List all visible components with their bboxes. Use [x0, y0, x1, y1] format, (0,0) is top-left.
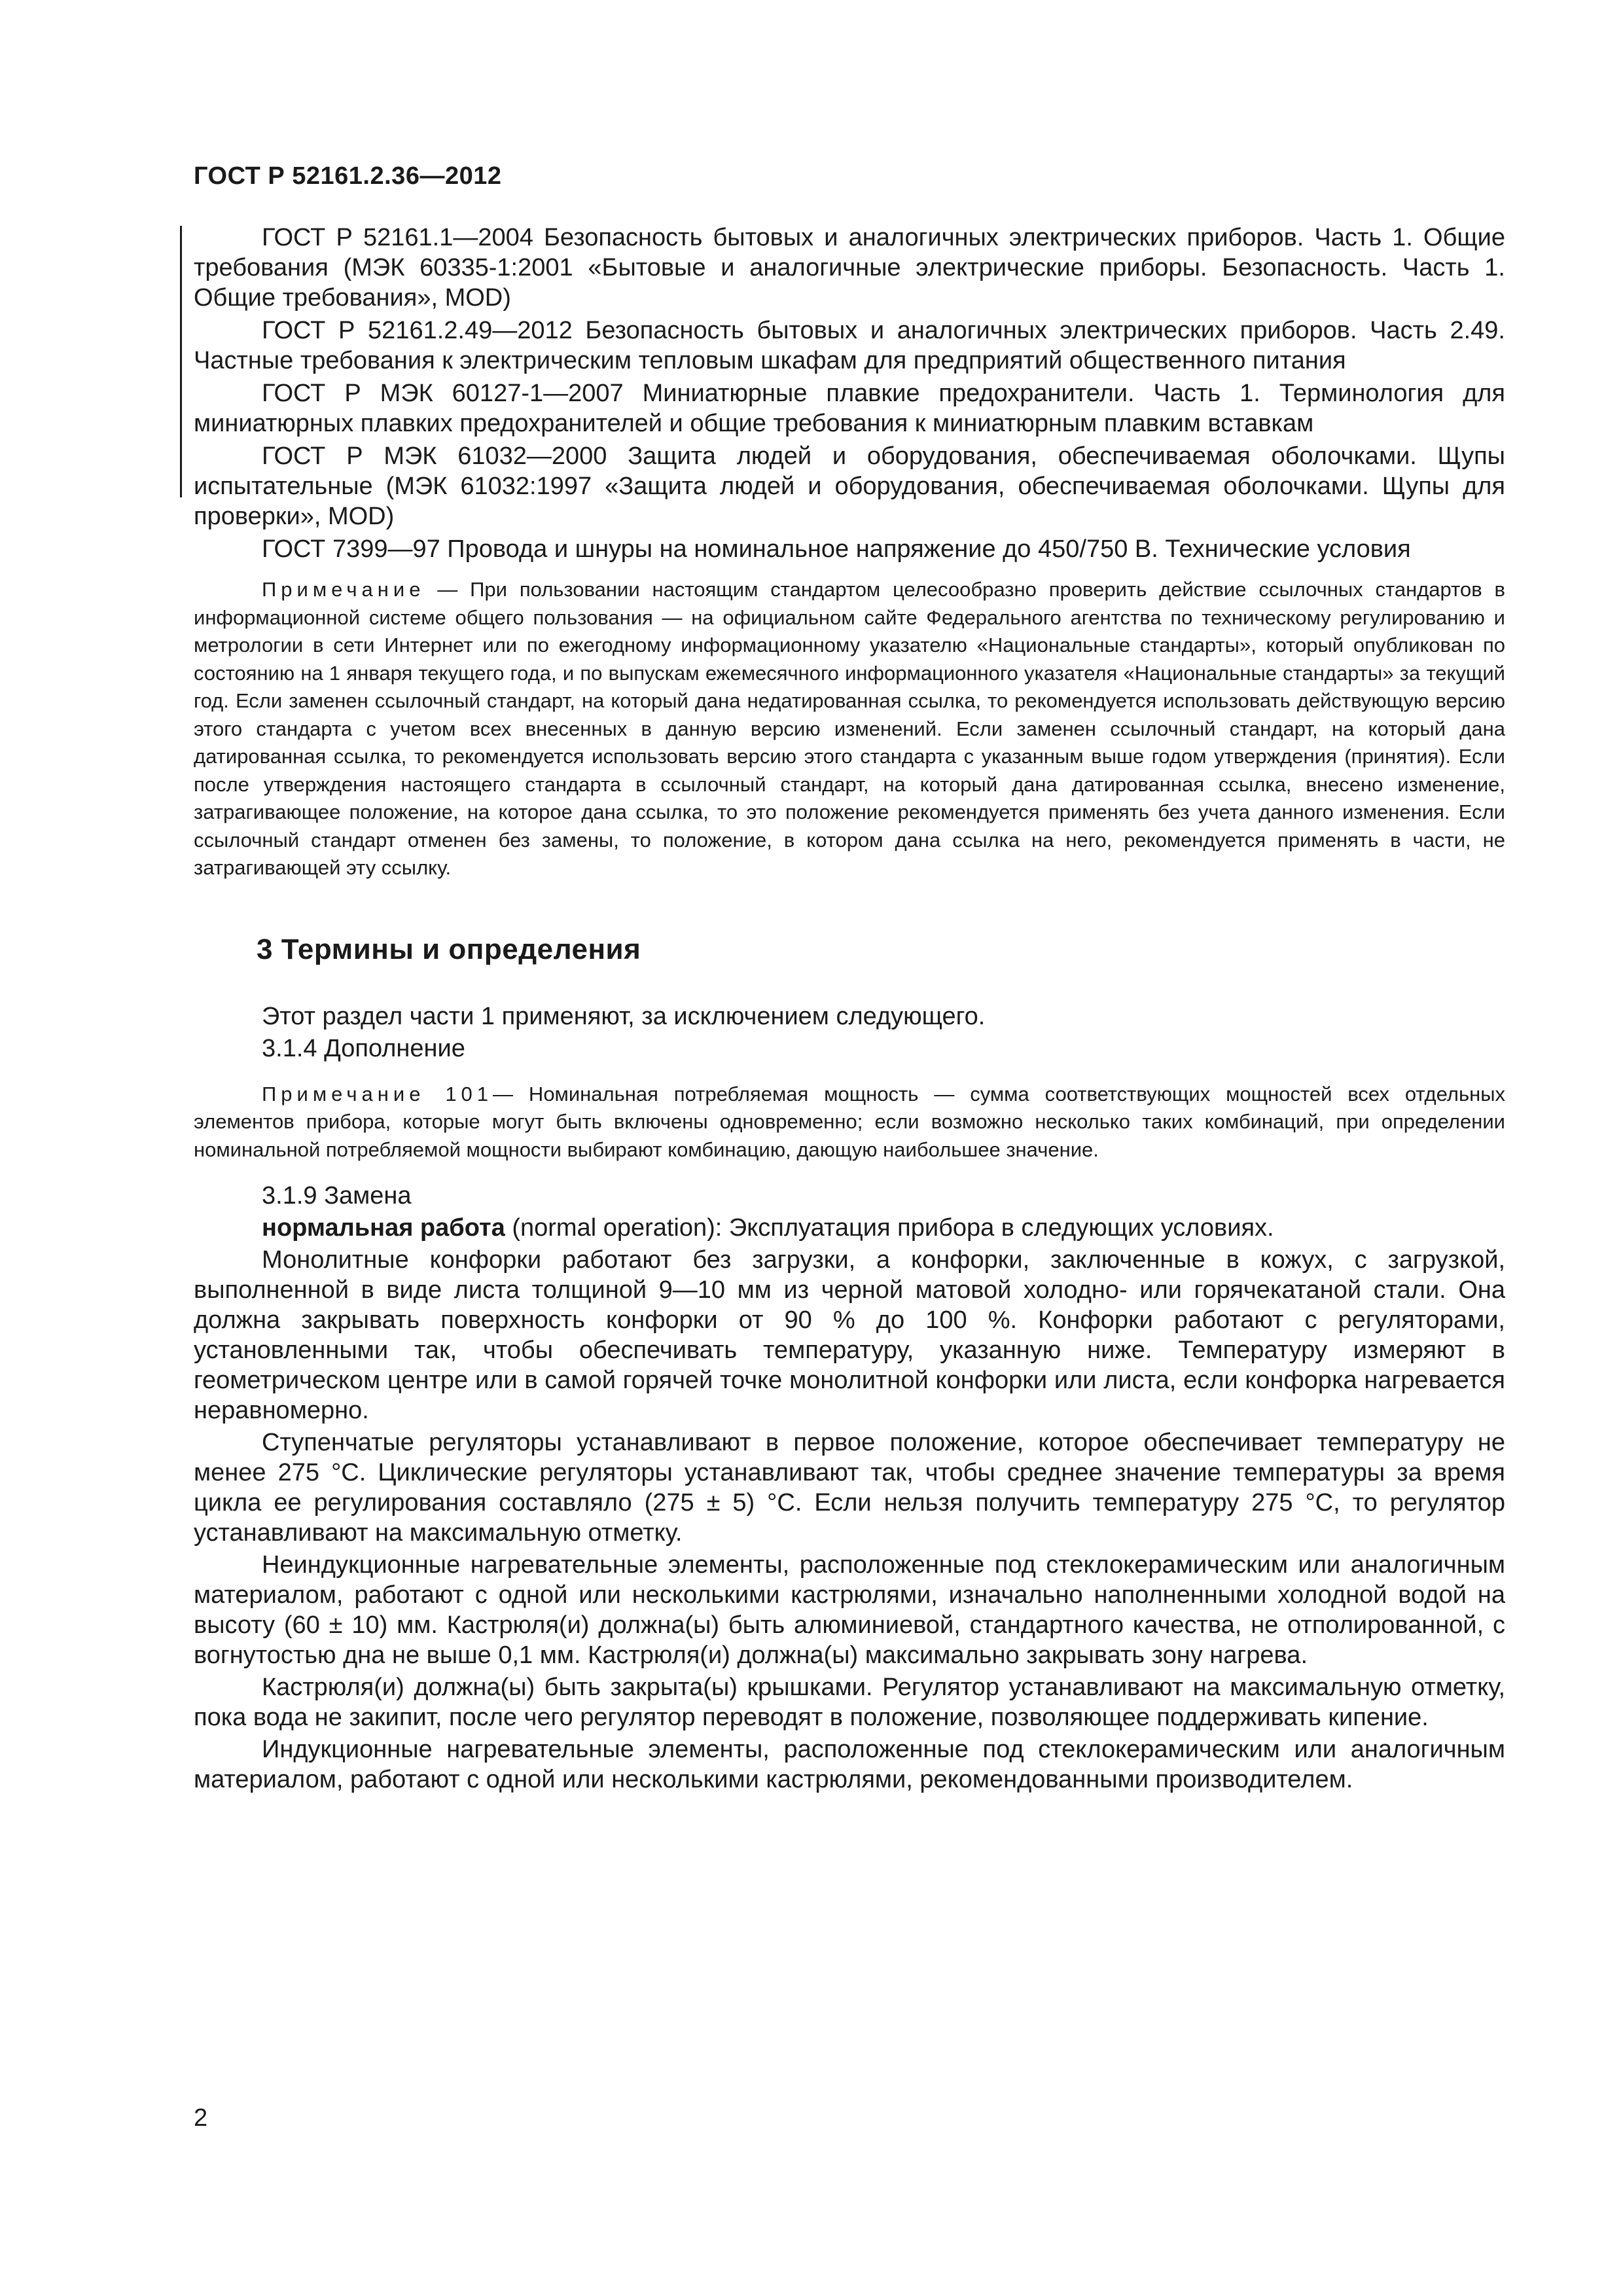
- term-description: (normal operation): Эксплуатация прибора в следующих условиях.: [505, 1214, 1274, 1242]
- subsection-3-1-9: 3.1.9 Замена: [262, 1182, 412, 1210]
- body-paragraph: Кастрюля(и) должна(ы) быть закрыта(ы) крышками. Регулятор устанавливают на максимальную отметку, пока вода не закипит, после чего регулятор переводят в положение, позволяющее поддерживать кипение.: [194, 1674, 1505, 1731]
- note-label: Примечание: [262, 1082, 425, 1105]
- reference-item: ГОСТ Р 52161.2.49—2012 Безопасность бытовых и аналогичных электрических приборов. Часть 2.49. Частные требования к электрическим тепловым шкафам для предприятий общественного питания: [194, 317, 1505, 374]
- note-references: [194, 576, 1505, 882]
- note-text: — Номинальная потребляемая мощность — сумма соответствующих мощностей всех отдельных элементов прибора, которые могут быть включены одновременно; если возможно несколько таких комбинаций, при определении номинальной потребляемой мощности выбирают комбинацию, дающую наибольшее значение.: [194, 1082, 1505, 1161]
- document-header: ГОСТ Р 52161.2.36—2012: [194, 162, 502, 190]
- body-paragraph: Индукционные нагревательные элементы, расположенные под стеклокерамическим или аналогичным материалом, работают с одной или несколькими кастрюлями, рекомендованными производителем.: [194, 1736, 1505, 1793]
- note-101: [194, 1081, 1505, 1164]
- body-paragraph: Монолитные конфорки работают без загрузки, а конфорки, заключенные в кожух, с загрузкой, выполненной в виде листа толщиной 9—10 мм из черной матовой холодно- или горячекатаной стали. Она должна закрывать поверхность конфорки от 90 % до 100 %. Конфорки работают с регуляторами, установленными так, чтобы обеспечивать температуру, указанную ниже. Температуру измеряют в геометрическом центре или в самой горячей точке монолитной конфорки или листа, если конфорка нагревается неравномерно.: [194, 1246, 1505, 1424]
- note-label: Примечание: [262, 578, 425, 601]
- page-number: 2: [194, 2104, 208, 2132]
- reference-item: ГОСТ Р МЭК 60127-1—2007 Миниатюрные плавкие предохранители. Часть 1. Терминология для миниатюрных плавких предохранителей и общие требования к миниатюрным плавким вставкам: [194, 380, 1505, 437]
- reference-item: ГОСТ 7399—97 Провода и шнуры на номинальное напряжение до 450/750 В. Технические условия: [262, 535, 1411, 563]
- body-paragraph: Ступенчатые регуляторы устанавливают в первое положение, которое обеспечивает температуру не менее 275 °С. Циклические регуляторы устанавливают так, чтобы среднее значение температуры за время цикла ее регулирования составляло (275 ± 5) °С. Если нельзя получить температуру 275 °С, то регулятор устанавливают на максимальную отметку.: [194, 1429, 1505, 1547]
- reference-item: ГОСТ Р МЭК 61032—2000 Защита людей и оборудования, обеспечиваемая оболочками. Щупы испытательные (МЭК 61032:1997 «Защита людей и оборудования, обеспечиваемая оболочками. Щупы для проверки», MOD): [194, 442, 1505, 530]
- section-title: 3 Термины и определения: [257, 933, 641, 965]
- reference-item: ГОСТ Р 52161.1—2004 Безопасность бытовых и аналогичных электрических приборов. Часть 1. Общие требования (МЭК 60335-1:2001 «Бытовые и аналогичные электрические приборы. Безопасность. Часть 1. Общие требования», MOD): [194, 224, 1505, 312]
- subsection-3-1-4: 3.1.4 Дополнение: [262, 1034, 465, 1062]
- page-content: [194, 223, 1505, 1797]
- section-intro: Этот раздел части 1 применяют, за исключением следующего.: [262, 1002, 986, 1030]
- normative-references-list: [194, 223, 1505, 564]
- body-paragraph: Неиндукционные нагревательные элементы, расположенные под стеклокерамическим или аналогичным материалом, работают с одной или несколькими кастрюлями, изначально наполненными холодной водой на высоту (60 ± 10) мм. Кастрюля(и) должна(ы) быть алюминиевой, стандартного качества, не отполированной, с вогнутостью дна не выше 0,1 мм. Кастрюля(и) должна(ы) максимально закрывать зону нагрева.: [194, 1551, 1505, 1669]
- note-text: — При пользовании настоящим стандартом целесообразно проверить действие ссылочных стандартов в информационной системе общего пользования — на официальном сайте Федерального агентства по техническому регулированию и метрологии в сети Интернет или по ежегодному информационному указателю «Национальные стандарты», который опубликован по состоянию на 1 января текущего года, и по выпускам ежемесячного информационного указателя «Национальные стандарты» за текущий год. Если заменен ссылочный стандарт, на который дана недатированная ссылка, то рекомендуется использовать действующую версию этого стандарта с учетом всех внесенных в данную версию изменений. Если заменен ссылочный стандарт, на который дана датированная ссылка, то рекомендуется использовать версию этого стандарта с указанным выше годом утверждения (принятия). Если после утверждения настоящего стандарта в ссылочный стандарт, на который дана датированная ссылка, внесено изменение, затрагивающее положение, на которое дана ссылка, то это положение рекомендуется применять без учета данного изменения. Если ссылочный стандарт отменен без замены, то положение, в котором дана ссылка на него, рекомендуется применять в части, не затрагивающей эту ссылку.: [194, 578, 1505, 879]
- term-name: нормальная работа: [262, 1214, 505, 1242]
- change-bar: [180, 226, 182, 497]
- note-number: 101: [425, 1082, 493, 1105]
- term-definition: [194, 1213, 1505, 1243]
